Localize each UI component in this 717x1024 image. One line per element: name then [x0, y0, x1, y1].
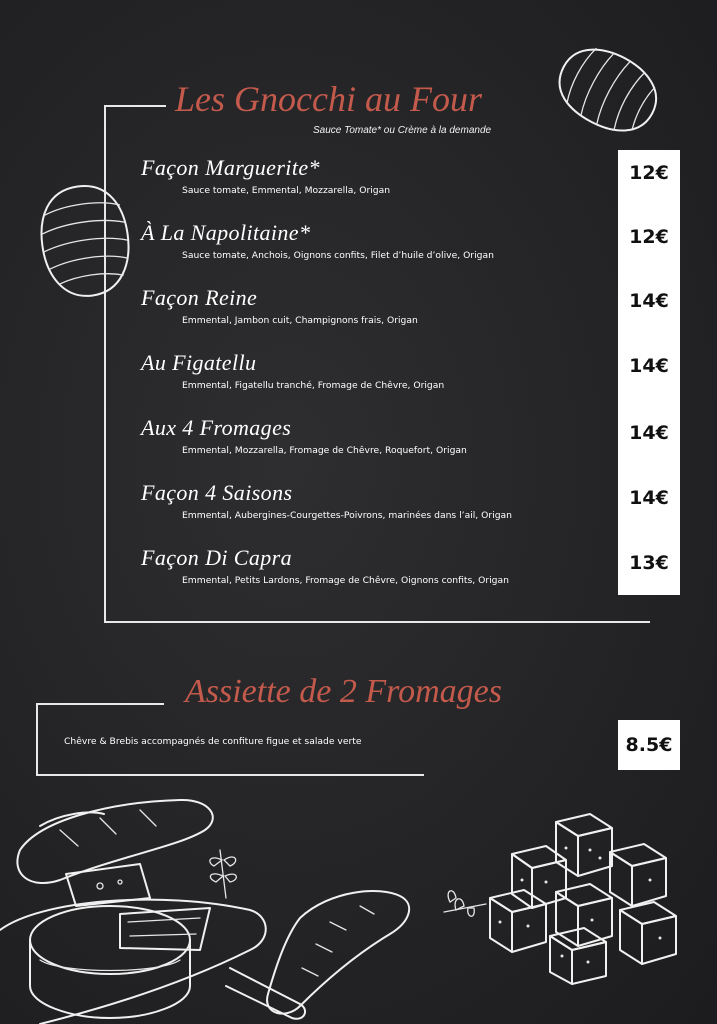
- price-column: [618, 150, 680, 595]
- item-price: 14€: [629, 355, 669, 377]
- item-name: Façon Marguerite*: [141, 155, 320, 180]
- menu-item: [141, 285, 611, 326]
- item-name: Façon Di Capra: [141, 545, 293, 570]
- assiette-price: 8.5€: [618, 720, 680, 770]
- menu-item: [141, 220, 611, 261]
- assiette-section-title: Assiette de 2 Fromages: [185, 673, 502, 710]
- item-name: Façon 4 Saisons: [141, 480, 293, 505]
- item-name: Aux 4 Fromages: [141, 415, 292, 440]
- item-price: 13€: [629, 552, 669, 574]
- menu-item: [141, 350, 611, 391]
- cheese-cubes-illustration-icon: [440, 806, 690, 984]
- item-price: 14€: [629, 487, 669, 509]
- item-price: 14€: [629, 422, 669, 444]
- assiette-description: Chêvre & Brebis accompagnés de confiture figue et salade verte: [64, 736, 362, 747]
- item-name: Façon Reine: [141, 285, 258, 310]
- item-description: Emmental, Figatellu tranché, Fromage de Chêvre, Origan: [182, 380, 445, 391]
- item-description: Emmental, Aubergines-Courgettes-Poivrons, marinées dans l’ail, Origan: [182, 510, 512, 521]
- gnocchi-illustration-icon: [34, 178, 136, 303]
- menu-item: [141, 155, 611, 196]
- item-description: Sauce tomate, Anchois, Oignons confits, Filet d’huile d’olive, Origan: [182, 250, 494, 261]
- item-description: Sauce tomate, Emmental, Mozzarella, Origan: [182, 185, 391, 196]
- gnocchi-section-subtitle: Sauce Tomate* ou Crème à la demande: [313, 125, 492, 136]
- item-description: Emmental, Petits Lardons, Fromage de Chêvre, Oignons confits, Origan: [182, 575, 509, 586]
- assiette-frame-top-line: [36, 703, 164, 705]
- menu-item: [141, 545, 611, 586]
- item-description: Emmental, Mozzarella, Fromage de Chêvre, Roquefort, Origan: [182, 445, 467, 456]
- gnocchi-frame-top-line: [104, 105, 166, 107]
- item-name: À La Napolitaine*: [141, 220, 311, 245]
- cheese-board-illustration-icon: [0, 790, 440, 1024]
- gnocchi-illustration-icon: [546, 40, 671, 140]
- menu-item: [141, 415, 611, 456]
- item-name: Au Figatellu: [141, 350, 257, 375]
- menu-item: [141, 480, 611, 521]
- assiette-frame-left-line: [36, 703, 38, 776]
- item-description: Emmental, Jambon cuit, Champignons frais, Origan: [182, 315, 418, 326]
- item-price: 12€: [629, 226, 669, 248]
- gnocchi-frame-bottom-line: [104, 621, 650, 623]
- item-price: 14€: [629, 290, 669, 312]
- assiette-frame-bottom-line: [36, 774, 424, 776]
- gnocchi-section-title: Les Gnocchi au Four: [175, 79, 482, 119]
- item-price: 12€: [629, 162, 669, 184]
